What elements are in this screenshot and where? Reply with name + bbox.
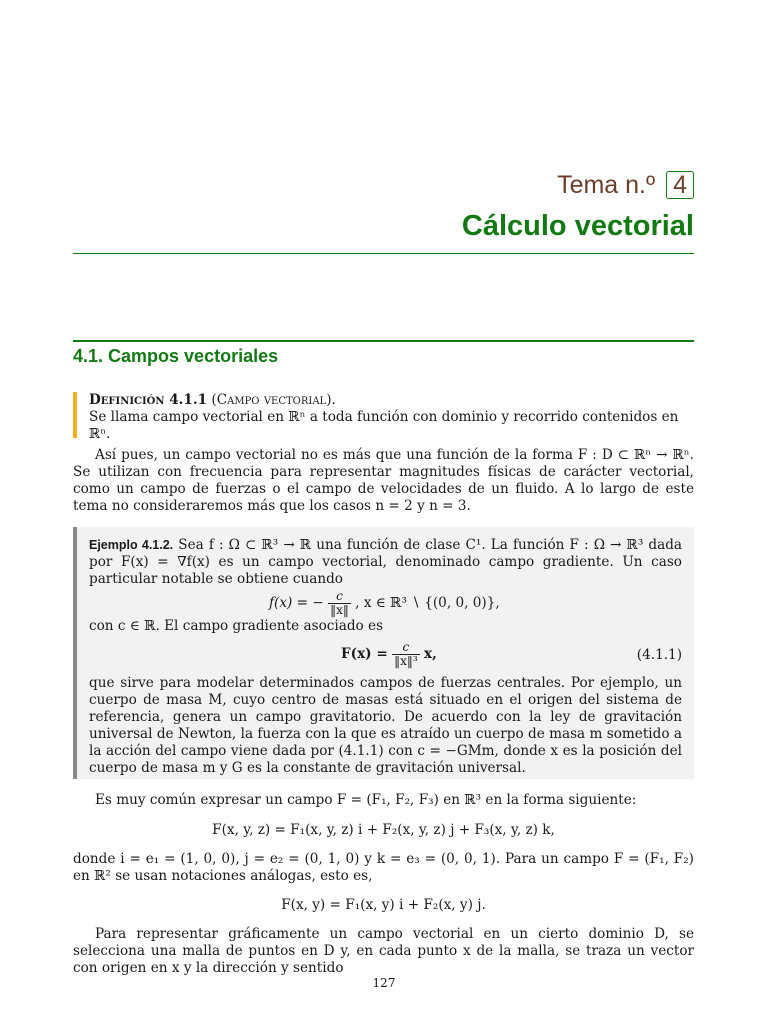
equation-3: F(x, y, z) = F₁(x, y, z) i + F₂(x, y, z) j + F₃(x, y, z) k, <box>212 822 555 838</box>
paragraph-3: donde i = e₁ = (1, 0, 0), j = e₂ = (0, 1, 0) y k = e₃ = (0, 0, 1). Para un campo F = (F₁, F₂) en ℝ² se usan notaciones análogas, esto es, <box>73 851 694 884</box>
eq1-fraction <box>328 590 351 617</box>
eq1-lhs: f(x) = − <box>269 595 324 611</box>
definition-box <box>73 392 694 442</box>
example-label: Ejemplo 4.1.2. <box>89 538 174 552</box>
chapter-number-box: 4 <box>666 171 694 199</box>
page-number: 127 <box>372 976 396 990</box>
chapter-label-text: Tema n.º <box>557 171 656 199</box>
section-title: 4.1. Campos vectoriales <box>73 346 279 366</box>
eq2-numerator: c <box>392 641 420 655</box>
example-intro: Sea f : Ω ⊂ ℝ³ → ℝ una función de clase C¹. La función F : Ω → ℝ³ dada por F(x) = ∇f(x) es un campo vectorial, denominado campo gradiente. Un caso particular notable se obtiene cuando <box>89 537 683 587</box>
example-box <box>73 527 694 779</box>
definition-heading <box>89 392 694 409</box>
example-middle: con c ∈ ℝ. El campo gradiente asociado es <box>89 618 384 634</box>
example-equation-2 <box>89 635 682 675</box>
eq2-fraction <box>392 641 420 668</box>
section-rule <box>73 340 694 342</box>
paragraph-4: Para representar gráficamente un campo vectorial en un cierto dominio D, se selecciona una malla de puntos en D y, en cada punto x de la malla, se traza un vector con origen en x y la dirección y sentido <box>73 926 694 976</box>
equation-4: F(x, y) = F₁(x, y) i + F₂(x, y) j. <box>281 897 486 913</box>
eq1-numerator: c <box>328 590 351 604</box>
equation-number: (4.1.1) <box>636 647 682 663</box>
chapter-title: Cálculo vectorial <box>461 210 694 242</box>
definition-label: Definición 4.1.1 <box>89 392 208 408</box>
eq1-denominator: ‖x‖ <box>330 603 349 617</box>
paragraph-2: Es muy común expresar un campo F = (F₁, F₂, F₃) en ℝ³ en la forma siguiente: <box>95 792 637 808</box>
definition-name: (Campo vectorial). <box>211 392 336 408</box>
chapter-rule <box>73 253 694 254</box>
eq1-condition: , x ∈ ℝ³ ∖ {(0, 0, 0)}, <box>355 595 500 611</box>
example-conclusion: que sirve para modelar determinados campos de fuerzas centrales. Por ejemplo, un cuerpo de masa M, cuyo centro de masas está situado en el origen del sistema de referencia, genera un campo gravitatorio. De acuerdo con la ley de gravitación universal de Newton, la fuerza con la que es atraído un cuerpo de masa m sometido a la acción del campo viene dada por (4.1.1) con c = −GMm, donde x es la posición del cuerpo de masa m y G es la constante de gravitación universal. <box>89 675 682 776</box>
eq2-denominator: ‖x‖³ <box>394 654 418 668</box>
example-equation-1 <box>89 588 682 618</box>
definition-text: Se llama campo vectorial en ℝⁿ a toda función con dominio y recorrido contenidos en ℝⁿ. <box>89 409 679 442</box>
eq2-rhs: x, <box>423 646 437 662</box>
paragraph-1: Así pues, un campo vectorial no es más que una función de la forma F : D ⊂ ℝⁿ → ℝⁿ. Se utilizan con frecuencia para representar magnitudes físicas de carácter vectorial, como un campo de fuerzas o el campo de velocidades de un fluido. A lo largo de este tema no consideraremos más que los casos n = 2 y n = 3. <box>73 447 694 514</box>
chapter-label <box>557 171 694 200</box>
eq2-lhs: F(x) = <box>341 646 388 662</box>
